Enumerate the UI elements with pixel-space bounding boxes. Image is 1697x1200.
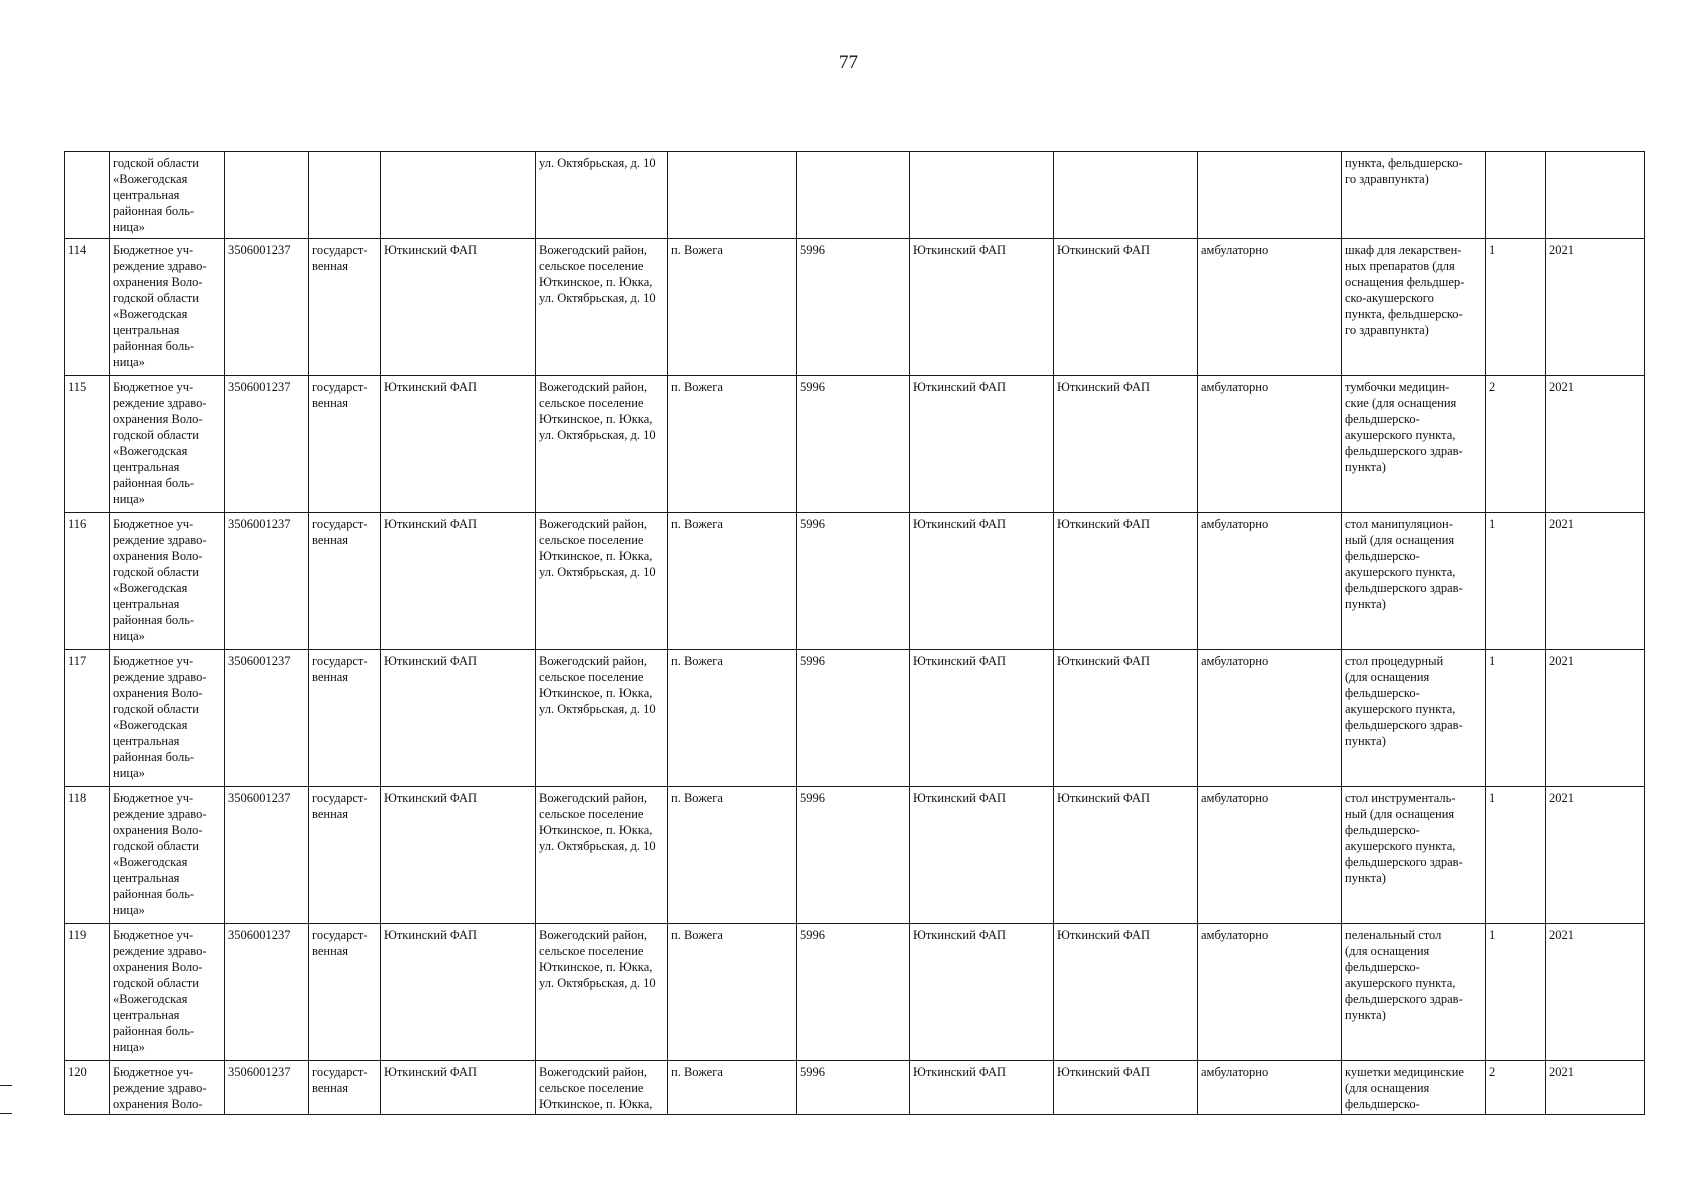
cell-inn: 3506001237 bbox=[225, 513, 309, 650]
table-row bbox=[65, 650, 1645, 787]
cell-settlement: п. Вожега bbox=[668, 787, 797, 924]
cell-org: Бюджетное уч- реждение здраво- охранения Воло- годской области «Вожегодская центральная районная боль- ница» bbox=[110, 924, 225, 1061]
cell-org: Бюджетное уч- реждение здраво- охранения Воло- годской области «Вожегодская центральная районная боль- ница» bbox=[110, 650, 225, 787]
cell-facility2: Юткинский ФАП bbox=[1054, 513, 1198, 650]
cell-facility1: Юткинский ФАП bbox=[910, 239, 1054, 376]
cell-num: 120 bbox=[65, 1061, 110, 1115]
table-row bbox=[65, 1061, 1645, 1115]
cell-facility2: Юткинский ФАП bbox=[1054, 376, 1198, 513]
cell-care: амбулаторно bbox=[1198, 787, 1342, 924]
cell-equipment: стол процедурный (для оснащения фельдшерско- акушерского пункта, фельдшерского здрав- пункта) bbox=[1342, 650, 1486, 787]
cell-org: Бюджетное уч- реждение здраво- охранения Воло- годской области «Вожегодская центральная районная боль- ница» bbox=[110, 376, 225, 513]
cell-settlement: п. Вожега bbox=[668, 513, 797, 650]
cell-equipment: стол инструменталь- ный (для оснащения фельдшерско- акушерского пункта, фельдшерского здрав- пункта) bbox=[1342, 787, 1486, 924]
cell-org: Бюджетное уч- реждение здраво- охранения Воло- годской области «Вожегодская центральная районная боль- ница» bbox=[110, 787, 225, 924]
cell-inn: 3506001237 bbox=[225, 787, 309, 924]
cell-inn: 3506001237 bbox=[225, 650, 309, 787]
cell-form: государст- венная bbox=[309, 513, 381, 650]
cell-settlement: п. Вожега bbox=[668, 650, 797, 787]
cell-form: государст- венная bbox=[309, 239, 381, 376]
cell-equipment: тумбочки медицин- ские (для оснащения фельдшерско- акушерского пункта, фельдшерского здрав- пункта) bbox=[1342, 376, 1486, 513]
cell-settlement: п. Вожега bbox=[668, 376, 797, 513]
table-row bbox=[65, 239, 1645, 376]
cell-code bbox=[797, 152, 910, 239]
table-row bbox=[65, 513, 1645, 650]
cell-year: 2021 bbox=[1546, 513, 1645, 650]
cell-equipment: пеленальный стол (для оснащения фельдшерско- акушерского пункта, фельдшерского здрав- пункта) bbox=[1342, 924, 1486, 1061]
cell-form bbox=[309, 152, 381, 239]
cell-equipment: шкаф для лекарствен- ных препаратов (для оснащения фельдшер- ско-акушерского пункта, фельдшерско- го здравпункта) bbox=[1342, 239, 1486, 376]
cell-address: Вожегодский район, сельское поселение Юткинское, п. Юкка, ул. Октябрьская, д. 10 bbox=[536, 787, 668, 924]
cell-facility1: Юткинский ФАП bbox=[910, 513, 1054, 650]
cell-facility1: Юткинский ФАП bbox=[910, 376, 1054, 513]
cell-settlement: п. Вожега bbox=[668, 1061, 797, 1115]
cell-qty bbox=[1486, 152, 1546, 239]
cell-qty: 1 bbox=[1486, 513, 1546, 650]
cell-num: 117 bbox=[65, 650, 110, 787]
cell-qty: 1 bbox=[1486, 239, 1546, 376]
cell-address: Вожегодский район, сельское поселение Юткинское, п. Юкка, ул. Октябрьская, д. 10 bbox=[536, 650, 668, 787]
cell-form: государст- венная bbox=[309, 650, 381, 787]
cell-care: амбулаторно bbox=[1198, 650, 1342, 787]
cell-code: 5996 bbox=[797, 239, 910, 376]
cell-unit: Юткинский ФАП bbox=[381, 787, 536, 924]
margin-mark bbox=[0, 1113, 12, 1114]
cell-facility2: Юткинский ФАП bbox=[1054, 787, 1198, 924]
cell-year: 2021 bbox=[1546, 1061, 1645, 1115]
cell-org: Бюджетное уч- реждение здраво- охранения Воло- годской области «Вожегодская центральная районная боль- ница» bbox=[110, 239, 225, 376]
cell-qty: 1 bbox=[1486, 650, 1546, 787]
cell-form: государст- венная bbox=[309, 924, 381, 1061]
cell-qty: 2 bbox=[1486, 1061, 1546, 1115]
cell-facility2: Юткинский ФАП bbox=[1054, 650, 1198, 787]
cell-num: 116 bbox=[65, 513, 110, 650]
cell-form: государст- венная bbox=[309, 1061, 381, 1115]
cell-unit: Юткинский ФАП bbox=[381, 513, 536, 650]
cell-equipment: кушетки медицинские (для оснащения фельдшерско- bbox=[1342, 1061, 1486, 1115]
cell-unit: Юткинский ФАП bbox=[381, 1061, 536, 1115]
cell-qty: 1 bbox=[1486, 924, 1546, 1061]
cell-care: амбулаторно bbox=[1198, 1061, 1342, 1115]
cell-num bbox=[65, 152, 110, 239]
cell-unit: Юткинский ФАП bbox=[381, 924, 536, 1061]
cell-org: годской области «Вожегодская центральная районная боль- ница» bbox=[110, 152, 225, 239]
cell-year: 2021 bbox=[1546, 650, 1645, 787]
table-row bbox=[65, 787, 1645, 924]
table-row bbox=[65, 152, 1645, 239]
cell-num: 118 bbox=[65, 787, 110, 924]
cell-qty: 1 bbox=[1486, 787, 1546, 924]
cell-settlement: п. Вожега bbox=[668, 924, 797, 1061]
page-number: 77 bbox=[839, 52, 858, 73]
cell-facility2: Юткинский ФАП bbox=[1054, 239, 1198, 376]
cell-facility1 bbox=[910, 152, 1054, 239]
cell-facility2: Юткинский ФАП bbox=[1054, 1061, 1198, 1115]
cell-inn bbox=[225, 152, 309, 239]
cell-unit bbox=[381, 152, 536, 239]
cell-care bbox=[1198, 152, 1342, 239]
cell-facility1: Юткинский ФАП bbox=[910, 1061, 1054, 1115]
table-row bbox=[65, 924, 1645, 1061]
cell-care: амбулаторно bbox=[1198, 376, 1342, 513]
margin-mark bbox=[0, 1085, 12, 1086]
cell-code: 5996 bbox=[797, 376, 910, 513]
cell-year bbox=[1546, 152, 1645, 239]
cell-year: 2021 bbox=[1546, 376, 1645, 513]
cell-unit: Юткинский ФАП bbox=[381, 650, 536, 787]
cell-facility1: Юткинский ФАП bbox=[910, 650, 1054, 787]
cell-facility2: Юткинский ФАП bbox=[1054, 924, 1198, 1061]
cell-num: 119 bbox=[65, 924, 110, 1061]
cell-equipment: стол манипуляцион- ный (для оснащения фельдшерско- акушерского пункта, фельдшерского здрав- пункта) bbox=[1342, 513, 1486, 650]
cell-settlement: п. Вожега bbox=[668, 239, 797, 376]
cell-address: Вожегодский район, сельское поселение Юткинское, п. Юкка, ул. Октябрьская, д. 10 bbox=[536, 924, 668, 1061]
cell-unit: Юткинский ФАП bbox=[381, 239, 536, 376]
cell-org: Бюджетное уч- реждение здраво- охранения Воло- годской области «Вожегодская центральная районная боль- ница» bbox=[110, 513, 225, 650]
cell-year: 2021 bbox=[1546, 924, 1645, 1061]
cell-num: 114 bbox=[65, 239, 110, 376]
cell-care: амбулаторно bbox=[1198, 239, 1342, 376]
cell-facility1: Юткинский ФАП bbox=[910, 787, 1054, 924]
cell-address: ул. Октябрьская, д. 10 bbox=[536, 152, 668, 239]
cell-inn: 3506001237 bbox=[225, 1061, 309, 1115]
cell-code: 5996 bbox=[797, 650, 910, 787]
cell-num: 115 bbox=[65, 376, 110, 513]
cell-address: Вожегодский район, сельское поселение Юткинское, п. Юкка, bbox=[536, 1061, 668, 1115]
cell-address: Вожегодский район, сельское поселение Юткинское, п. Юкка, ул. Октябрьская, д. 10 bbox=[536, 513, 668, 650]
table-row bbox=[65, 376, 1645, 513]
cell-form: государст- венная bbox=[309, 376, 381, 513]
cell-code: 5996 bbox=[797, 924, 910, 1061]
cell-facility1: Юткинский ФАП bbox=[910, 924, 1054, 1061]
cell-address: Вожегодский район, сельское поселение Юткинское, п. Юкка, ул. Октябрьская, д. 10 bbox=[536, 239, 668, 376]
cell-qty: 2 bbox=[1486, 376, 1546, 513]
cell-equipment: пункта, фельдшерско- го здравпункта) bbox=[1342, 152, 1486, 239]
cell-year: 2021 bbox=[1546, 239, 1645, 376]
cell-care: амбулаторно bbox=[1198, 924, 1342, 1061]
cell-settlement bbox=[668, 152, 797, 239]
equipment-table bbox=[64, 151, 1645, 1115]
cell-form: государст- венная bbox=[309, 787, 381, 924]
cell-inn: 3506001237 bbox=[225, 924, 309, 1061]
cell-inn: 3506001237 bbox=[225, 239, 309, 376]
cell-unit: Юткинский ФАП bbox=[381, 376, 536, 513]
cell-code: 5996 bbox=[797, 787, 910, 924]
cell-code: 5996 bbox=[797, 1061, 910, 1115]
cell-care: амбулаторно bbox=[1198, 513, 1342, 650]
table-body bbox=[65, 152, 1645, 1115]
cell-year: 2021 bbox=[1546, 787, 1645, 924]
cell-code: 5996 bbox=[797, 513, 910, 650]
cell-inn: 3506001237 bbox=[225, 376, 309, 513]
cell-facility2 bbox=[1054, 152, 1198, 239]
cell-address: Вожегодский район, сельское поселение Юткинское, п. Юкка, ул. Октябрьская, д. 10 bbox=[536, 376, 668, 513]
cell-org: Бюджетное уч- реждение здраво- охранения Воло- bbox=[110, 1061, 225, 1115]
